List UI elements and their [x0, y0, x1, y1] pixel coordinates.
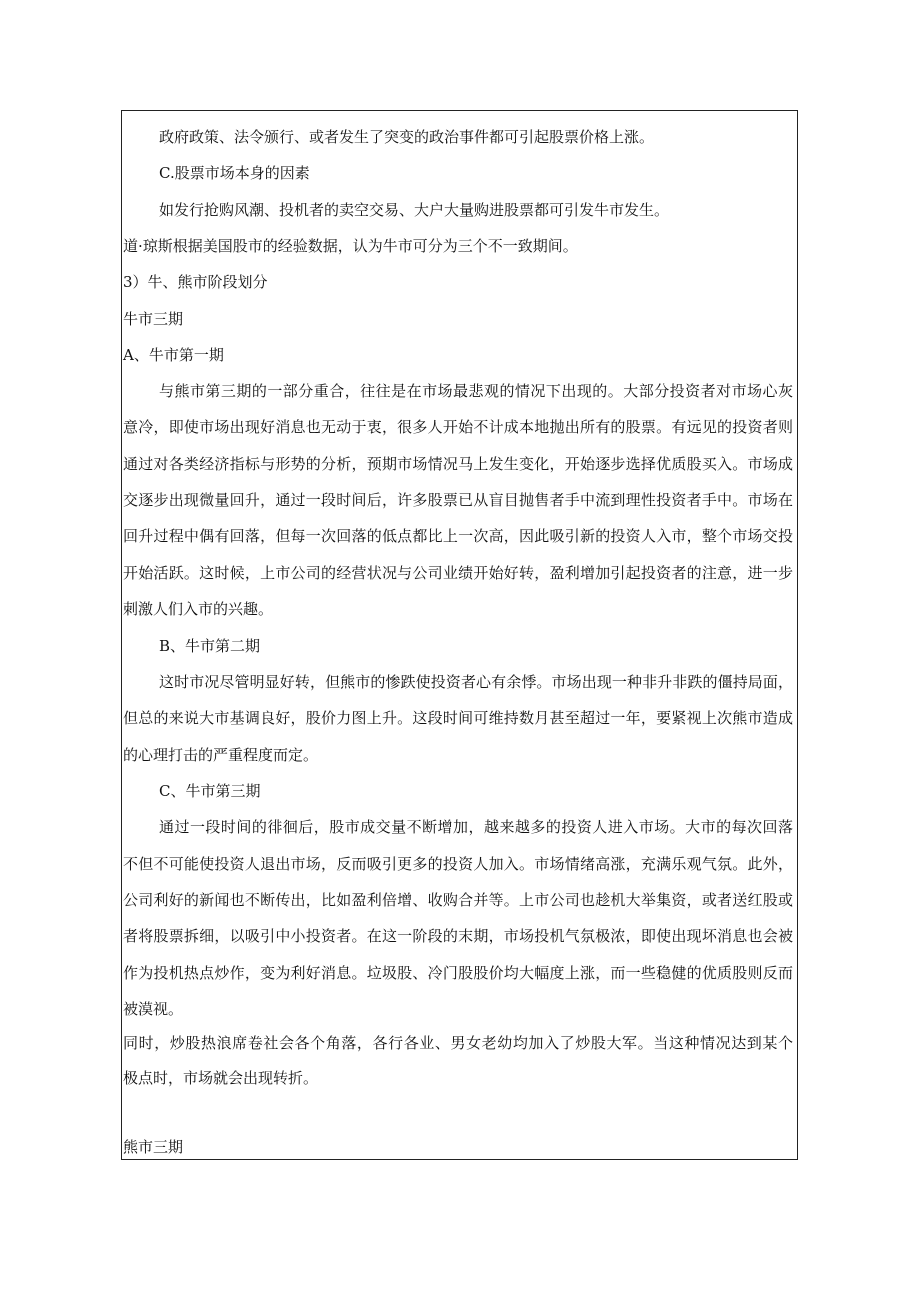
paragraph-line: 但总的来说大市基调良好，股价力图上升。这段时间可维持数月甚至超过一年，要紧视上次熊市造成: [123, 709, 793, 727]
paragraph-line: 回升过程中偶有回落，但每一次回落的低点都比上一次高，因此吸引新的投资人入市，整个市场交投: [123, 527, 793, 545]
heading-bull-period-1: A、牛市第一期: [123, 346, 224, 364]
paragraph-line: 同时，炒股热浪席卷社会各个角落，各行各业、男女老幼均加入了炒股大军。当这种情况达到某个: [123, 1034, 793, 1052]
heading-bull-period-2: B、牛市第二期: [159, 637, 261, 655]
paragraph-line: 作为投机热点炒作，变为利好消息。垃圾股、冷门股股价均大幅度上涨，而一些稳健的优质股则反而: [123, 964, 793, 982]
paragraph-line: 通过一段时间的徘徊后，股市成交量不断增加，越来越多的投资人进入市场。大市的每次回落: [159, 818, 793, 836]
heading-bear-three-periods: 熊市三期: [123, 1138, 184, 1156]
heading-bull-three-periods: 牛市三期: [123, 310, 184, 328]
paragraph-line: 政府政策、法令颁行、或者发生了突变的政治事件都可引起股票价格上涨。: [159, 128, 655, 146]
paragraph-line: 开始活跃。这时候，上市公司的经营状况与公司业绩开始好转，盈利增加引起投资者的注意，进一步: [123, 564, 793, 582]
paragraph-line: 的心理打击的严重程度而定。: [123, 746, 319, 764]
document-frame: [121, 110, 798, 1160]
paragraph-line: 道·琼斯根据美国股市的经验数据，认为牛市可分为三个不一致期间。: [123, 237, 578, 255]
paragraph-line: 极点时，市场就会出现转折。: [123, 1069, 319, 1087]
paragraph-line: 与熊市第三期的一部分重合，往往是在市场最悲观的情况下出现的。大部分投资者对市场心灰: [159, 382, 793, 400]
heading-bull-period-3: C、牛市第三期: [159, 782, 261, 800]
paragraph-line: 被漠视。: [123, 1000, 184, 1018]
paragraph-line: 刺激人们入市的兴趣。: [123, 600, 274, 618]
paragraph-line: 交逐步出现微量回升，通过一段时间后，许多股票已从盲目抛售者手中流到理性投资者手中。市场在: [123, 491, 793, 509]
section-heading-c: C.股票市场本身的因素: [159, 164, 310, 182]
paragraph-line: 通过对各类经济指标与形势的分析，预期市场情况马上发生变化，开始逐步选择优质股买入。市场成: [123, 455, 793, 473]
paragraph-line: 者将股票拆细，以吸引中小投资者。在这一阶段的末期，市场投机气氛极浓，即使出现坏消息也会被: [123, 927, 793, 945]
paragraph-line: 不但不可能使投资人退出市场，反而吸引更多的投资人加入。市场情绪高涨，充满乐观气氛。此外，: [123, 855, 793, 873]
paragraph-line: 这时市况尽管明显好转，但熊市的惨跌使投资者心有余悸。市场出现一种非升非跌的僵持局面，: [159, 673, 793, 691]
paragraph-line: 意冷，即使市场出现好消息也无动于衷，很多人开始不计成本地抛出所有的股票。有远见的投资者则: [123, 418, 793, 436]
paragraph-line: 如发行抢购风潮、投机者的卖空交易、大户大量购进股票都可引发牛市发生。: [159, 201, 670, 219]
paragraph-line: 公司利好的新闻也不断传出，比如盈利倍增、收购合并等。上市公司也趁机大举集资，或者送红股或: [123, 891, 793, 909]
section-heading-bull-bear-stages: 3）牛、熊市阶段划分: [123, 273, 268, 291]
